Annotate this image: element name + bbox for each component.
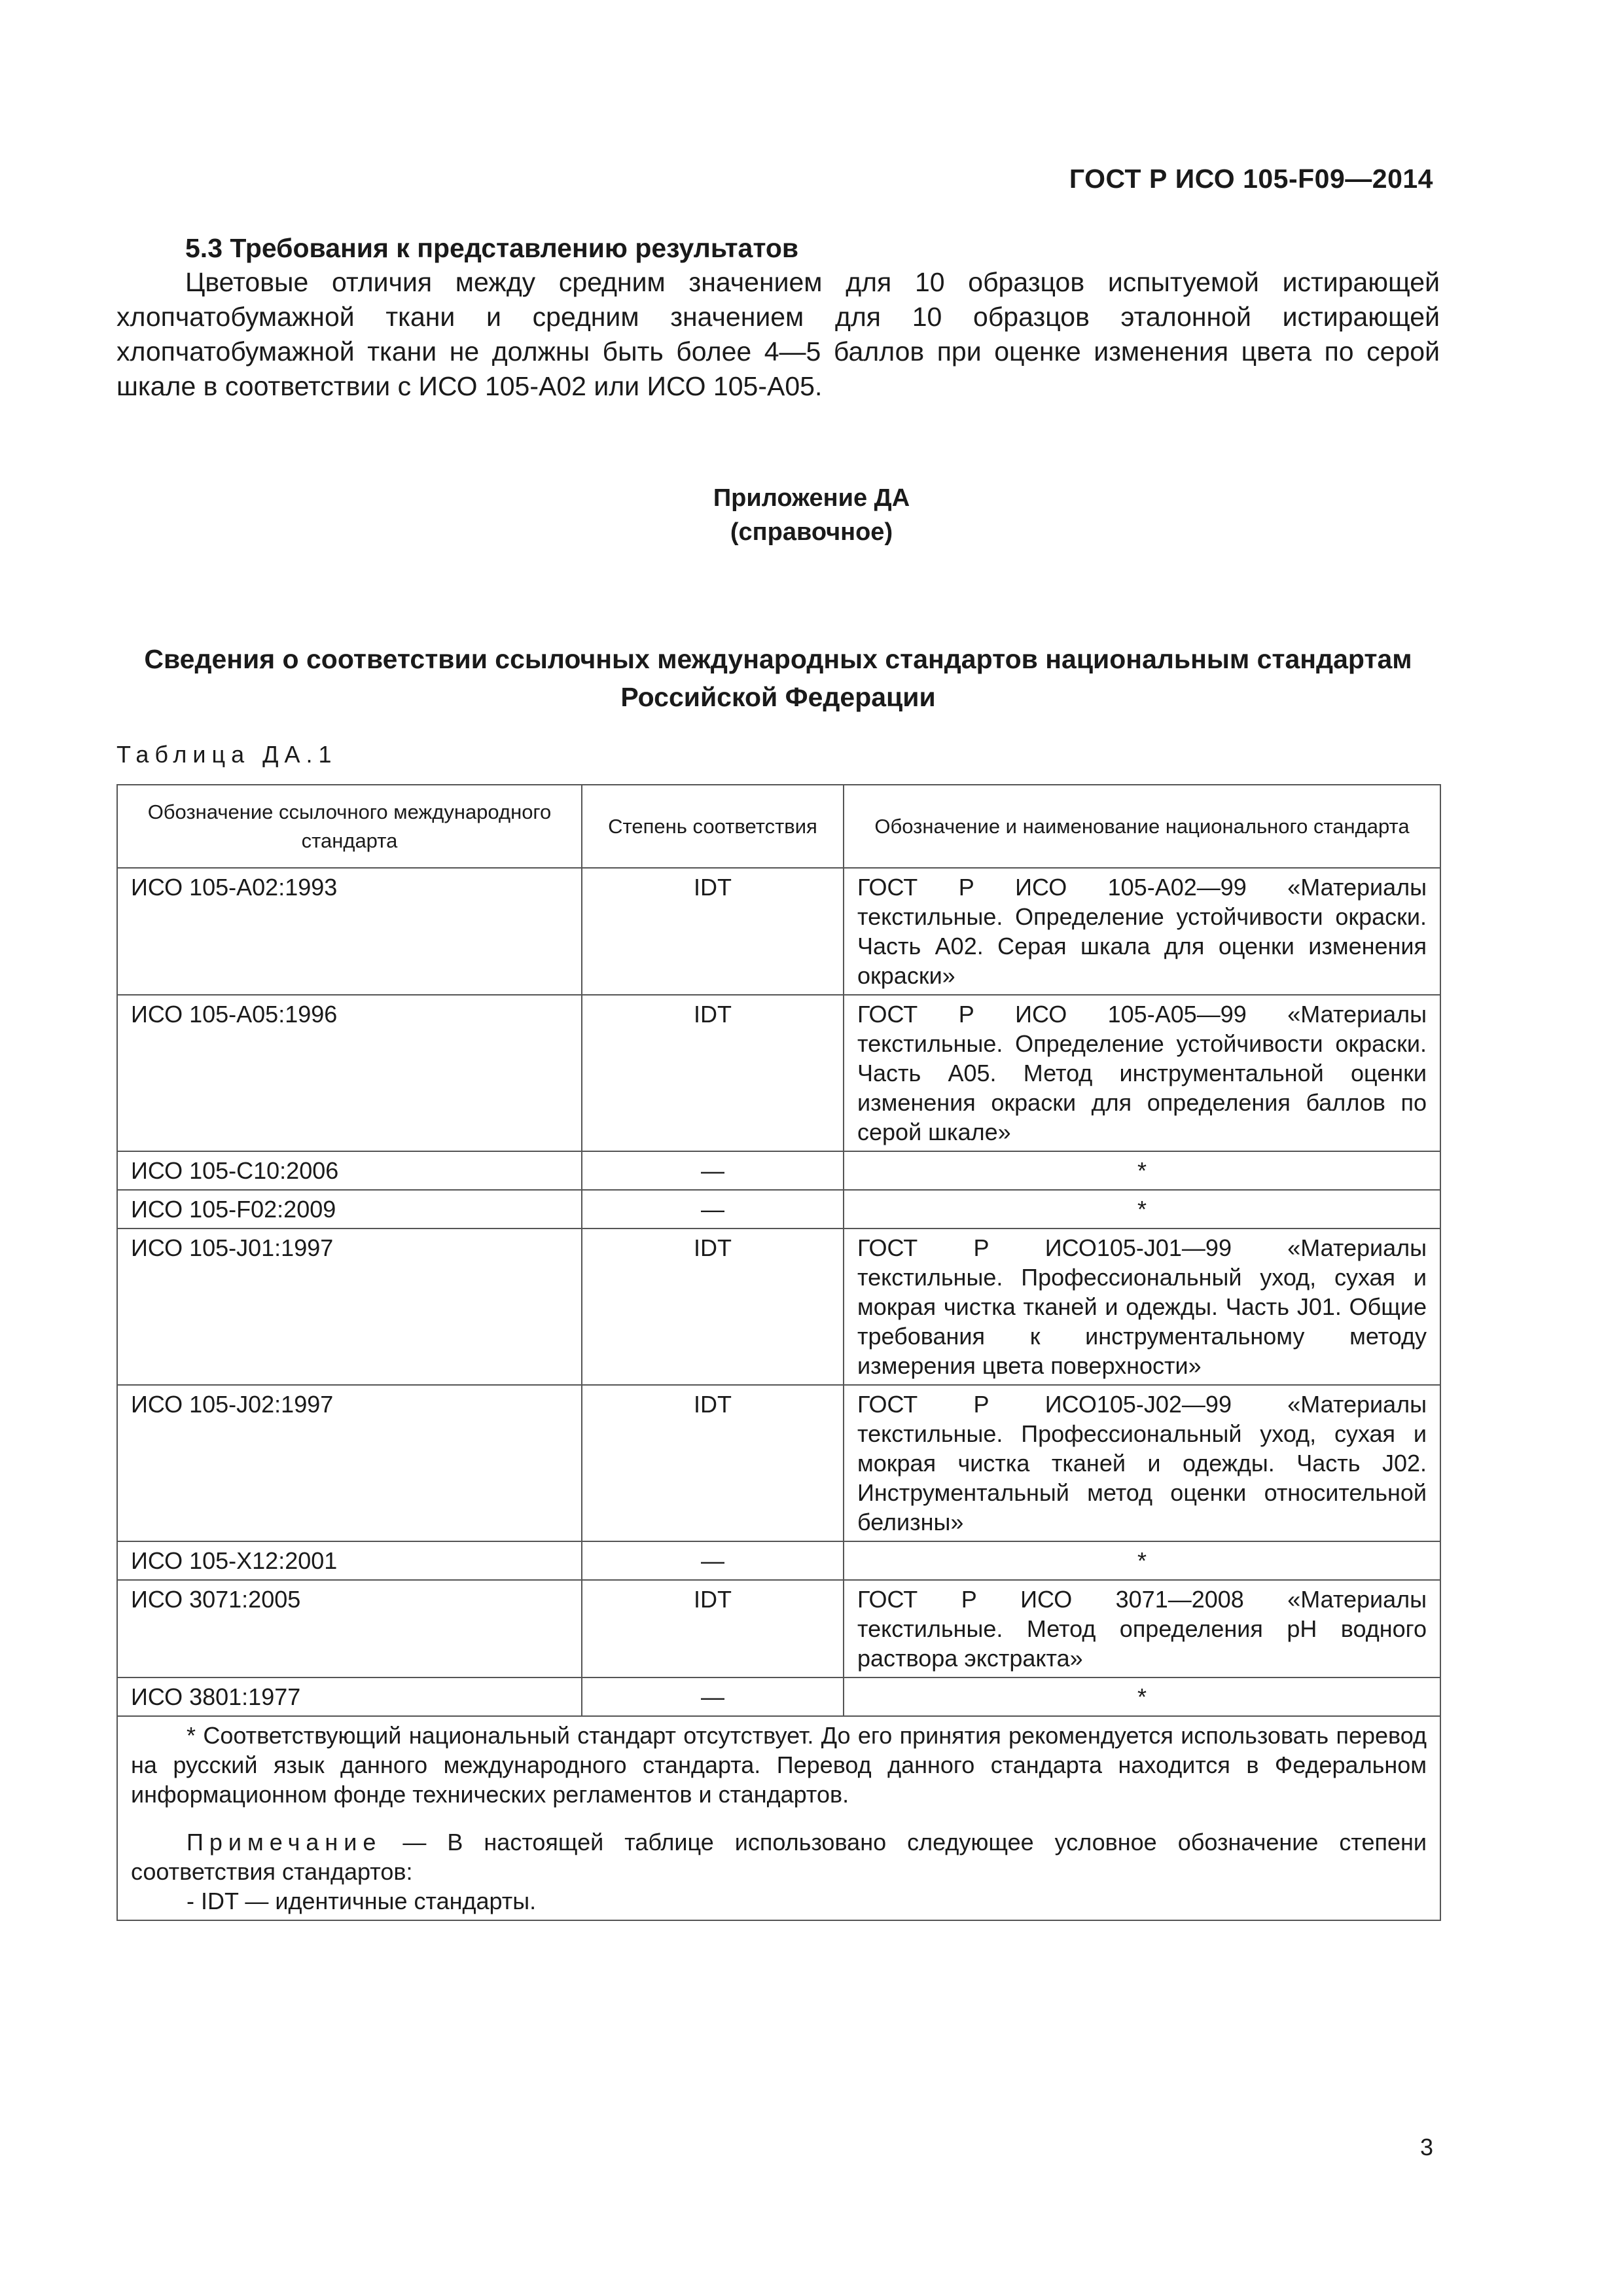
cell-national: ГОСТ Р ИСО105-J01—99 «Материалы текстильные. Профессиональный уход, сухая и мокрая чистка тканей и одежды. Часть J01. Общие требования к инструментальному методу измерения цвета поверхности»: [844, 1229, 1440, 1385]
table-footer: [117, 1716, 1440, 1920]
table-note: [131, 1827, 1427, 1886]
cell-national: *: [844, 1677, 1440, 1716]
cell-national: ГОСТ Р ИСО 105-А02—99 «Материалы текстильные. Определение устойчивости окраски. Часть А02. Серая шкала для оценки изменения окраски»: [844, 868, 1440, 995]
table-row: [117, 1677, 1440, 1716]
page-number: 3: [1419, 2134, 1433, 2161]
section-5-3: [116, 231, 1440, 404]
cell-degree: IDT: [582, 995, 844, 1151]
table-header-row: [117, 785, 1440, 868]
cell-degree: —: [582, 1190, 844, 1229]
section-paragraph: Цветовые отличия между средним значением для 10 образцов испытуемой истирающей хлопчатобумажной ткани и средним значением для 10 образцов эталонной истирающей хлопчатобумажной ткани не должны быть более 4—5 баллов при оценке изменения цвета по серой шкале в соответствии с ИСО 105-А02 или ИСО 105-А05.: [116, 267, 1440, 401]
table-caption: Таблица ДА.1: [116, 741, 338, 768]
cell-code: ИСО 105-С10:2006: [117, 1151, 582, 1190]
cell-degree: IDT: [582, 1229, 844, 1385]
note-text: — В настоящей таблице использовано следующее условное обозначение степени соответствия стандартов:: [131, 1829, 1427, 1885]
appendix-main-title-line1: Сведения о соответствии ссылочных международных стандартов национальным стандартам: [144, 644, 1412, 674]
cell-code: ИСО 105-А05:1996: [117, 995, 582, 1151]
note-label: Примечание: [187, 1829, 382, 1856]
table-row: [117, 1190, 1440, 1229]
cell-code: ИСО 3071:2005: [117, 1580, 582, 1677]
cell-code: ИСО 105-А02:1993: [117, 868, 582, 995]
cell-code: ИСО 105-J01:1997: [117, 1229, 582, 1385]
cell-national: ГОСТ Р ИСО 105-А05—99 «Материалы текстильные. Определение устойчивости окраски. Часть А05. Метод инструментальной оценки изменения окраски для определения баллов по серой шкале»: [844, 995, 1440, 1151]
cell-degree: IDT: [582, 1580, 844, 1677]
appendix-subtitle: (справочное): [730, 518, 893, 546]
appendix-main-title: [116, 640, 1440, 716]
note-item: - IDT — идентичные стандарты.: [187, 1888, 537, 1914]
table-row: [117, 1229, 1440, 1385]
table-row: [117, 1385, 1440, 1541]
cell-code: ИСО 3801:1977: [117, 1677, 582, 1716]
cell-national: ГОСТ Р ИСО 3071—2008 «Материалы текстильные. Метод определения рН водного раствора экстракта»: [844, 1580, 1440, 1677]
appendix-heading: [0, 481, 1623, 549]
cell-national: *: [844, 1190, 1440, 1229]
cell-code: ИСО 105-Х12:2001: [117, 1541, 582, 1580]
appendix-main-title-line2: Российской Федерации: [620, 682, 936, 712]
table-footer-row: [117, 1716, 1440, 1920]
table-footnote: * Соответствующий национальный стандарт отсутствует. До его принятия рекомендуется использовать перевод на русский язык данного международного стандарта. Перевод данного стандарта находится в Федеральном информационном фонде технических регламентов и стандартов.: [131, 1722, 1427, 1808]
document-code-header: ГОСТ Р ИСО 105-F09—2014: [1069, 164, 1433, 194]
table-row: [117, 868, 1440, 995]
reference-standards-table: [116, 784, 1441, 1921]
cell-degree: IDT: [582, 1385, 844, 1541]
section-title: 5.3 Требования к представлению результатов: [185, 233, 799, 263]
table-row: [117, 995, 1440, 1151]
header-international-standard: Обозначение ссылочного международного стандарта: [117, 785, 582, 868]
cell-national: *: [844, 1541, 1440, 1580]
cell-code: ИСО 105-J02:1997: [117, 1385, 582, 1541]
cell-code: ИСО 105-F02:2009: [117, 1190, 582, 1229]
cell-national: *: [844, 1151, 1440, 1190]
cell-degree: IDT: [582, 868, 844, 995]
cell-degree: —: [582, 1677, 844, 1716]
cell-national: ГОСТ Р ИСО105-J02—99 «Материалы текстильные. Профессиональный уход, сухая и мокрая чистка тканей и одежды. Часть J02. Инструментальный метод оценки относительной белизны»: [844, 1385, 1440, 1541]
table-row: [117, 1151, 1440, 1190]
table-row: [117, 1580, 1440, 1677]
header-national-standard: Обозначение и наименование национального стандарта: [844, 785, 1440, 868]
table-row: [117, 1541, 1440, 1580]
cell-degree: —: [582, 1541, 844, 1580]
appendix-title: Приложение ДА: [713, 484, 910, 512]
cell-degree: —: [582, 1151, 844, 1190]
header-degree: Степень соответствия: [582, 785, 844, 868]
